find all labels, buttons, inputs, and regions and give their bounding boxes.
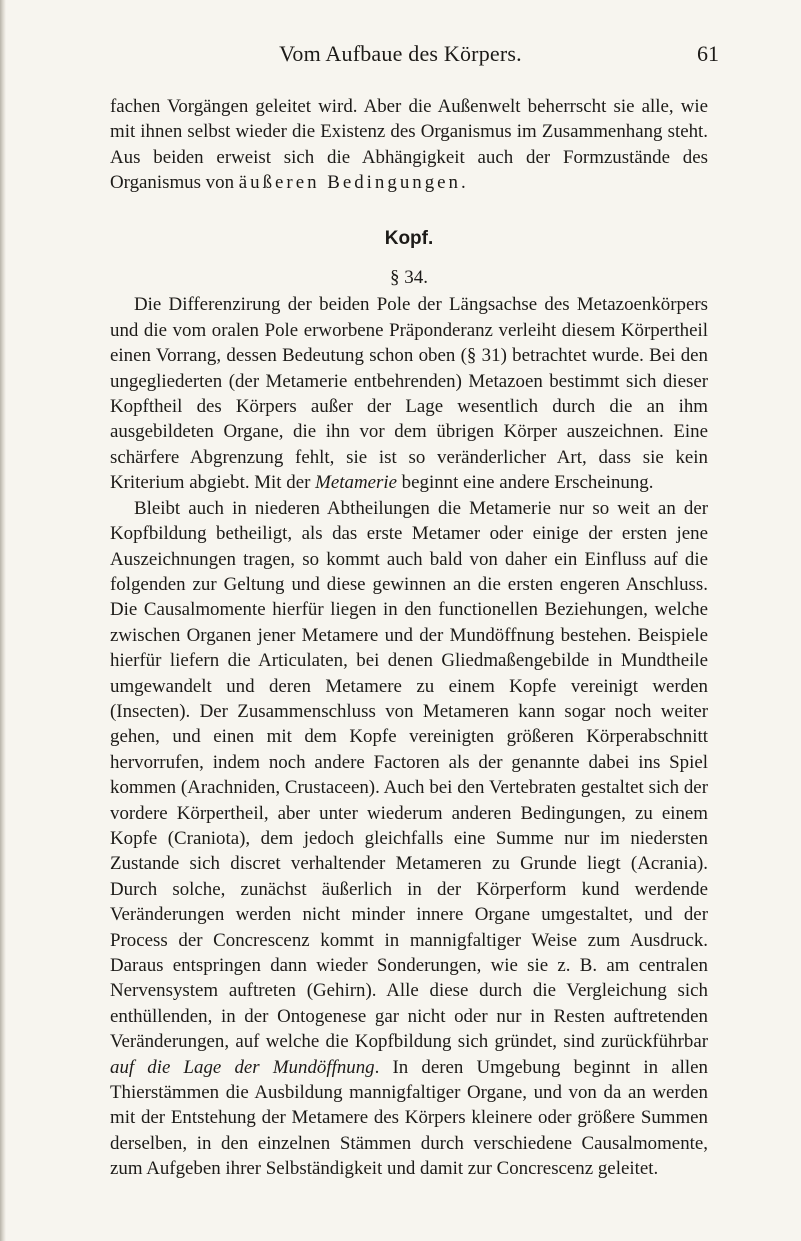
running-head	[0, 38, 801, 68]
body-text	[110, 94, 708, 1182]
paragraph-2-text-before: Die Differenzirung der beiden Pole der Längsachse des Metazoenkörpers und die vom oralen Pole erworbene Präponderanz verleiht diesem Körpertheil einen Vorrang, dessen Bedeutung schon oben (§ 31) betrachtet wurde. Bei den ungegliederten (der Metamerie entbehrenden) Metazoen bestimmt sich dieser Kopftheil des Körpers außer der Lage wesentlich durch die an ihm ausgebildeten Organe, die ihn vor dem übrigen Körper auszeichnen. Eine schärfere Abgrenzung fehlt, sie ist so veränderlicher Art, dass sie kein Kriterium abgiebt. Mit der	[110, 294, 708, 494]
section-number: § 34.	[390, 267, 428, 289]
page-edge-shadow	[0, 0, 6, 1241]
running-title: Vom Aufbaue des Körpers.	[279, 41, 522, 66]
paragraph-1-text: fachen Vorgängen geleitet wird. Aber die Außenwelt beherrscht sie alle, wie mit ihnen selbst wieder die Existenz des Organismus im Zusammenhang steht. Aus beiden erweist sich die Abhängigkeit auch der Formzustände des Organismus von	[110, 96, 708, 194]
section-heading: Kopf.	[384, 227, 434, 249]
page-number: 61	[697, 41, 719, 66]
paragraph-1-end: .	[461, 172, 466, 194]
paragraph-3-text-after: . In deren Umgebung beginnt in allen Thierstämmen die Ausbildung mannigfaltiger Organe, und von da an werden mit der Entstehung der Metamere des Körpers kleinere oder größere Summen derselben, in den einzelnen Stämmen durch verschiedene Causalmomente, zum Aufgeben ihrer Selbständigkeit und damit zur Concrescenz geleitet.	[110, 1056, 709, 1180]
paragraph-continuation	[110, 94, 708, 196]
paragraph	[110, 496, 708, 1182]
paragraph-3-text-before: Bleibt auch in niederen Abtheilungen die Metamerie nur so weit an der Kopfbildung betheiligt, als das erste Metamer oder einige der ersten jene Auszeichnungen tragen, so kommt auch bald von daher ein Einfluss auf die folgenden zur Geltung und diese gewinnen an die ersten engeren Anschluss. Die Causalmomente hierfür liegen in den functionellen Beziehungen, welche zwischen Organen jener Metamere und der Mundöffnung bestehen. Beispiele hierfür liefern die Articulaten, bei denen Gliedmaßengebilde in Mundtheile umgewandelt und deren Metamere zu einem Kopfe vereinigt werden (Insecten). Der Zusammenschluss von Metameren kann sogar noch weiter gehen, und einen mit dem Kopfe vereinigten größeren Körperabschnitt hervorrufen, indem noch andere Factoren als der genannte dabei ins Spiel kommen (Arachniden, Crustaceen). Auch bei den Vertebraten gestaltet sich der vordere Körpertheil, aber unter wiederum anderen Bedingungen, zu einem Kopfe (Craniota), dem jedoch gleichfalls eine Summe nur im niedersten Zustande sich discret verhaltender Metameren zu Grunde liegt (Acrania). Durch solche, zunächst äußerlich in der Körperform kund werdende Veränderungen werden nicht minder innere Organe umgestaltet, und der Process der Concrescenz kommt in mannigfaltiger Weise zum Ausdruck. Daraus entspringen dann wieder Sonderungen, wie sie z. B. am centralen Nervensystem auftreten (Gehirn). Alle diese durch die Vergleichung sich enthüllenden, in der Ontogenese gar nicht oder nur in Resten auftretenden Veränderungen, auf welche die Kopfbildung sich gründet, sind zurückführbar	[110, 497, 708, 1053]
paragraph	[110, 292, 708, 495]
paragraph-2-text-after: beginnt eine andere Erscheinung.	[396, 472, 654, 494]
spaced-emphasis: äußeren Bedingungen	[238, 172, 461, 194]
italic-phrase: auf die Lage der Mundöffnung	[110, 1056, 375, 1078]
italic-term: Metamerie	[315, 472, 397, 494]
